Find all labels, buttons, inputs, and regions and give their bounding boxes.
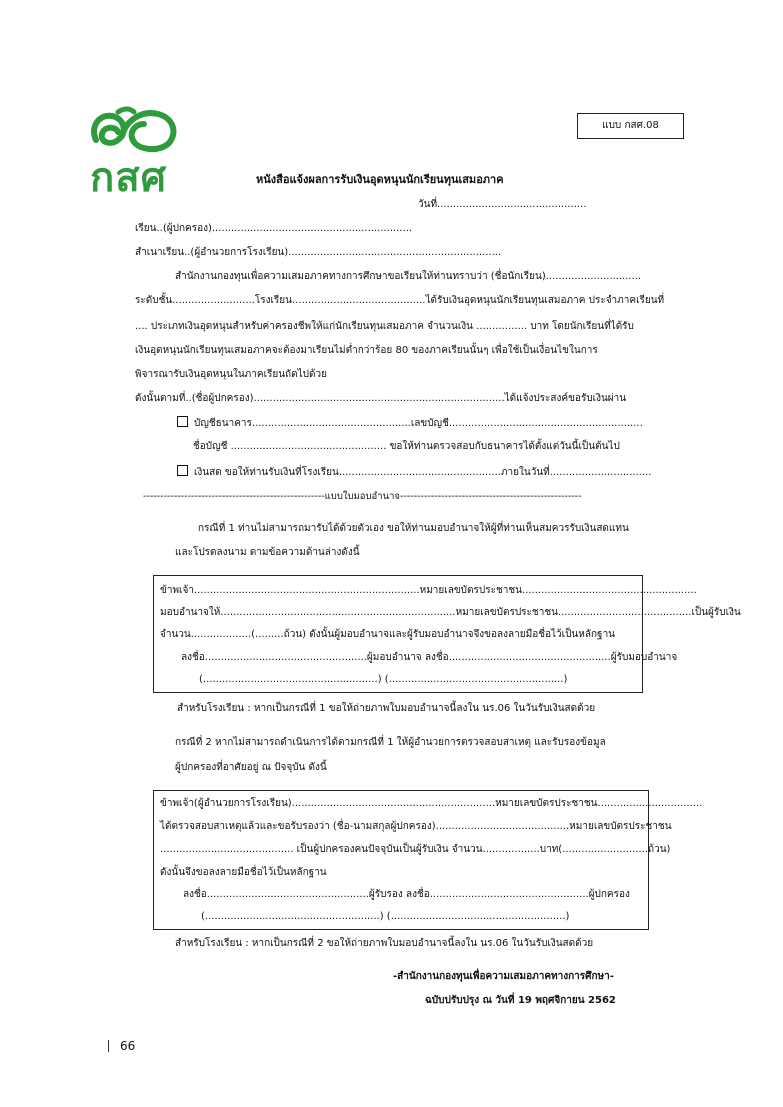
case2-line: ผู้ปกครองที่อาศัยอยู่ ณ ปัจจุบัน ดังนี้ xyxy=(175,762,327,773)
to-line: เรียน..(ผู้ปกครอง)............................................................... xyxy=(135,223,413,234)
box2-line: ได้ตรวจสอบสาเหตุแล้วและขอรับรองว่า (ชื่อ-นามสกุลผู้ปกครอง)..........................................หมายเลขบัตรประชาชน xyxy=(160,821,672,832)
logo-wordmark: กสศ xyxy=(90,155,168,201)
box2-signature: ลงชื่อ...................................................ผู้รับรอง ลงชื่อ..................................................ผู้ปกครอง xyxy=(183,889,630,900)
body-line: ดังนั้นตามที่..(ชื่อผู้ปกครอง)...............................................................................ได้แจ้งประสงค์ขอรับเงินผ่าน xyxy=(135,393,627,404)
footer-date: ฉบับปรับปรุง ณ วันที่ 19 พฤศจิกายน 2562 xyxy=(425,995,616,1006)
bank-checkbox[interactable] xyxy=(177,416,188,427)
case1-line: กรณีที่ 1 ท่านไม่สามารถมารับได้ด้วยตัวเอง ขอให้ท่านมอบอำนาจให้ผู้ที่ท่านเห็นสมควรรับเงินสดแทน xyxy=(198,523,629,534)
poa-box-2 xyxy=(153,790,649,930)
body-line: เงินอุดหนุนนักเรียนทุนเสมอภาคจะต้องมาเรียนไม่ต่ำกว่าร้อย 80 ของภาคเรียนนั้นๆ เพื่อใช้เป็นเงื่อนไขในการ xyxy=(135,345,598,356)
page-number: 66 xyxy=(120,1039,136,1053)
note-case2: สำหรับโรงเรียน : หากเป็นกรณีที่ 2 ขอให้ถ่ายภาพใบมอบอำนาจนี้ลงใน นร.06 ในวันรับเงินสดด้วย xyxy=(175,938,594,949)
box1-line: มอบอำนาจให้..........................................................................หมายเลขบัตรประชาชน..........................................เป็นผู้รับเงิน xyxy=(160,607,741,618)
poa-divider xyxy=(143,490,641,504)
option-cash xyxy=(177,465,652,480)
box2-line: .......................................... เป็นผู้ปกครองคนปัจจุบันเป็นผู้รับเงิน จำนวน..................บาท(...........................ถ้วน) xyxy=(160,844,671,855)
cash-checkbox[interactable] xyxy=(177,465,188,476)
document-title: หนังสือแจ้งผลการรับเงินอุดหนุนนักเรียนทุนเสมอภาค xyxy=(256,173,504,186)
option-bank-label: บัญชีธนาคาร..................................................เลขบัญชี............................................................. xyxy=(194,418,643,429)
option-bank xyxy=(177,416,643,431)
body-line: ระดับชั้น..........................โรงเรียน..........................................ได้รับเงินอุดหนุนนักเรียนทุนเสมอภาค ประจำภาคเรียนที่ xyxy=(135,295,665,306)
body-line: .... ประเภทเงินอุดหนุนสำหรับค่าครองชีพให้แก่นักเรียนทุนเสมอภาค จำนวนเงิน ................ บาท โดยนักเรียนที่ได้รับ xyxy=(135,321,634,332)
poa-divider-text: -----------------------------------------------------แบบใบมอบอำนาจ----------------------------------------------------- xyxy=(143,491,582,502)
footer-org: -สำนักงานกองทุนเพื่อความเสมอภาคทางการศึกษา- xyxy=(393,971,614,982)
box1-line: ข้าพเจ้า.......................................................................หมายเลขบัตรประชาชน....................................................... xyxy=(160,585,697,596)
logo-icon xyxy=(88,106,180,158)
date-line: วันที่............................................... xyxy=(418,199,587,210)
box1-signature-name: (.......................................................) (.......................................................) xyxy=(199,674,568,685)
box1-signature: ลงชื่อ...................................................ผู้มอบอำนาจ ลงชื่อ...................................................ผู้รับมอบอำนาจ xyxy=(181,652,678,663)
cc-line: สำเนาเรียน..(ผู้อำนวยการโรงเรียน)................................................................... xyxy=(135,247,502,258)
box1-line: จำนวน...................(.........ถ้วน) ดังนั้นผู้มอบอำนาจและผู้รับมอบอำนาจจึงขอลงลายมือชื่อไว้เป็นหลักฐาน xyxy=(160,629,616,640)
case2-line: กรณีที่ 2 หากไม่สามารถดำเนินการได้ตามกรณีที่ 1 ให้ผู้อำนวยการตรวจสอบสาเหตุ และรับรองข้อมูล xyxy=(175,737,606,748)
body-line: พิจารณารับเงินอุดหนุนในภาคเรียนถัดไปด้วย xyxy=(135,369,327,380)
option-cash-label: เงินสด ขอให้ท่านรับเงินที่โรงเรียน...................................................ภายในวันที่................................ xyxy=(194,467,652,478)
option-account-name: ชื่อบัญชี ................................................. ขอให้ท่านตรวจสอบกับธนาคารได้ตั้งแต่วันนี้เป็นต้นไป xyxy=(193,441,620,452)
box2-line: ดังนั้นจึงขอลงลายมือชื่อไว้เป็นหลักฐาน xyxy=(160,867,327,878)
case1-line: และโปรดลงนาม ตามข้อความด้านล่างดังนี้ xyxy=(175,547,360,558)
box2-line: ข้าพเจ้า(ผู้อำนวยการโรงเรียน)................................................................หมายเลขบัตรประชาชน................................. xyxy=(160,798,703,809)
body-line: สำนักงานกองทุนเพื่อความเสมอภาคทางการศึกษาขอเรียนให้ท่านทราบว่า (ชื่อนักเรียน).............................. xyxy=(175,271,642,282)
form-code: แบบ กสศ.08 xyxy=(577,113,684,139)
note-case1: สำหรับโรงเรียน : หากเป็นกรณีที่ 1 ขอให้ถ่ายภาพใบมอบอำนาจนี้ลงใน นร.06 ในวันรับเงินสดด้วย xyxy=(177,703,596,714)
box2-signature-name: (.......................................................) (.......................................................) xyxy=(201,911,570,922)
page-divider xyxy=(108,1040,109,1052)
